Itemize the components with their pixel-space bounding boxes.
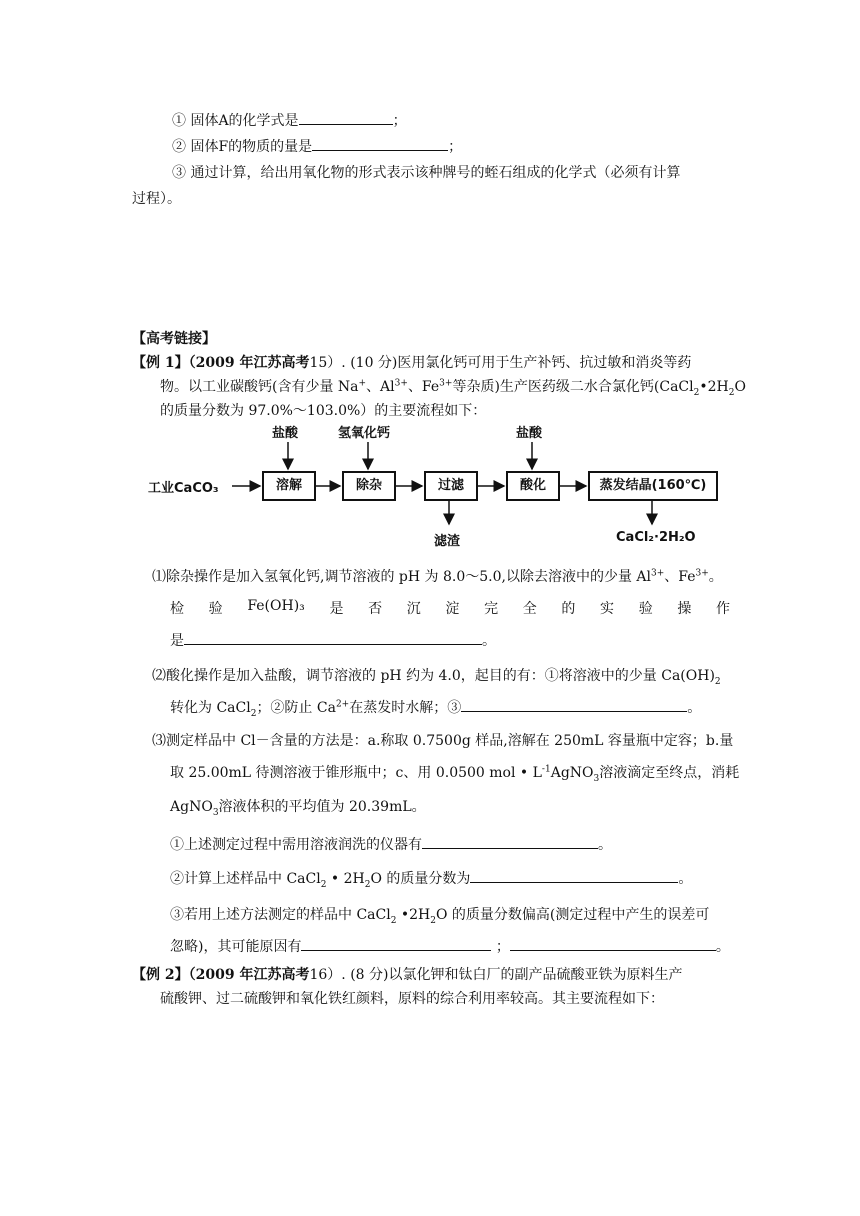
p1-word: 全 — [522, 601, 537, 617]
part-3-line-2 — [170, 762, 739, 784]
p1-word: 是 — [329, 601, 344, 617]
p3-i2-end: 。 — [678, 871, 693, 887]
p2-text-b: 转化为 CaCl — [170, 700, 251, 716]
example-1-tag: 【例 1】 — [132, 355, 189, 371]
part-3-line-1 — [152, 730, 733, 750]
p3-i2-sub-1: 2 — [320, 879, 327, 890]
part-1-line-2 — [170, 598, 730, 618]
p3-i1-text: ①上述测定过程中需用溶液润洗的仪器有 — [170, 837, 422, 853]
p2-text-a: ⑵酸化操作是加入盐酸，调节溶液的 pH 约为 4.0，起目的有：①将溶液中的少量 Ca(OH) — [152, 668, 715, 684]
q1-blank[interactable] — [299, 112, 393, 125]
p2-text-d: 在蒸发时水解；③ — [349, 700, 462, 716]
q1-text: ① 固体A的化学式是 — [172, 113, 299, 129]
example-1-intro: . (10 分)医用氯化钙可用于生产补钙、抗过敏和消炎等药 — [341, 355, 692, 371]
p3-i1-blank[interactable] — [422, 836, 598, 849]
ex1-text-e: •2H — [699, 379, 729, 395]
ex1-text-a: 物。以工业碳酸钙(含有少量 Na — [160, 379, 359, 395]
section-title: 【高考链接】 — [132, 331, 216, 347]
p1-word: 淀 — [445, 601, 460, 617]
p1-text-b: 、Fe — [664, 569, 696, 585]
example-2-line-2: 硫酸钾、过二硫酸钾和氧化铁红颜料，原料的综合利用率较高。其主要流程如下： — [160, 991, 664, 1007]
flow-step-remove-impurity: 除杂 — [342, 471, 396, 501]
part-3-line-3 — [170, 796, 426, 818]
p3-i3-sep: ； — [491, 939, 510, 955]
p3-i3-text-c: O 的质量分数偏高(测定过程中产生的误差可 — [436, 907, 710, 923]
p2-sup-ca: 2+ — [335, 699, 350, 710]
flow-step-filter: 过滤 — [424, 471, 478, 501]
ex1-text-c: 、Fe — [407, 379, 440, 395]
p1-text-c: 。 — [708, 569, 723, 585]
ex1-sub-cl: 2 — [693, 387, 700, 398]
flow-input-label: 工业CaCO₃ — [148, 481, 219, 496]
p1-word: 的 — [561, 601, 576, 617]
ex1-text-f: O — [734, 379, 746, 395]
process-flow-diagram — [148, 420, 718, 560]
example-2-source: （2009 年江苏高考 — [188, 967, 310, 983]
p2-sub: 2 — [714, 676, 721, 687]
flow-step-dissolve: 溶解 — [262, 471, 316, 501]
question-1 — [172, 110, 407, 130]
p3-minus: － — [255, 733, 270, 749]
example-1-source-num: 15） — [309, 355, 342, 371]
p3-i2-blank[interactable] — [470, 870, 678, 883]
example-1-line-2 — [160, 376, 746, 398]
ex1-sup-al: 3+ — [394, 378, 408, 389]
example-1-source: （2009 年江苏高考 — [188, 355, 310, 371]
part-2-line-1 — [152, 665, 721, 687]
ex1-sup-na: + — [358, 378, 367, 389]
part-3-item-3-line-1 — [170, 904, 709, 926]
p3-sub-2: 3 — [212, 807, 219, 818]
p1-text-a: ⑴除杂操作是加入氢氧化钙,调节溶液的 pH 为 8.0～5.0,以除去溶液中的少量 Al — [152, 569, 651, 585]
filter-residue-label: 滤渣 — [434, 534, 461, 549]
q2-punct: ； — [448, 139, 463, 155]
p1-word: 实 — [600, 601, 615, 617]
part-1-line-1 — [152, 566, 723, 586]
p2-sub-cl: 2 — [250, 708, 257, 719]
part-3-item-3-line-2 — [170, 936, 730, 956]
example-2-intro: . (8 分)以氯化钾和钛白厂的副产品硫酸亚铁为原料生产 — [341, 967, 683, 983]
p3-sub-1: 3 — [593, 773, 600, 784]
p3-text-a: ⑶测定样品中 Cl — [152, 733, 256, 749]
part-2-line-2 — [170, 697, 701, 719]
p1-text-d: 是 — [170, 633, 184, 649]
p3-i3-blank-2[interactable] — [510, 938, 716, 951]
p3-i2-text-b: • 2H — [326, 871, 365, 887]
part-1-line-3 — [170, 630, 496, 650]
p3-i3-sub-1: 2 — [390, 915, 397, 926]
q2-text: ② 固体F的物质的量是 — [172, 139, 313, 155]
p2-answer-blank[interactable] — [461, 699, 687, 712]
p3-text-c: 取 25.00mL 待测溶液于锥形瓶中；c、用 0.0500 mol • L — [170, 765, 542, 781]
p3-text-b: 含量的方法是：a.称取 0.7500g 样品,溶解在 250mL 容量瓶中定容；b.量 — [269, 733, 734, 749]
p1-word: 作 — [716, 601, 730, 617]
ex1-sub-h: 2 — [728, 387, 735, 398]
part-3-item-1 — [170, 834, 612, 854]
question-3-line-1: ③ 通过计算，给出用氧化物的形式表示该种牌号的蛭石组成的化学式（必须有计算 — [172, 165, 681, 181]
p3-i2-text-c: O 的质量分数为 — [370, 871, 471, 887]
p3-text-d: AgNO — [550, 765, 594, 781]
p3-i2-text-a: ②计算上述样品中 CaCl — [170, 871, 321, 887]
p1-word: 验 — [638, 601, 653, 617]
p3-text-f: AgNO — [170, 799, 213, 815]
ex1-text-b: 、Al — [366, 379, 395, 395]
p2-text-c: ；②防止 Ca — [256, 700, 336, 716]
p3-i3-text-a: ③若用上述方法测定的样品中 CaCl — [170, 907, 391, 923]
p2-text-e: 。 — [687, 700, 702, 716]
p3-i3-text-b: •2H — [396, 907, 431, 923]
ex1-text-d: 等杂质)生产医药级二水合氯化钙(CaCl — [452, 379, 694, 395]
p1-word: 操 — [677, 601, 692, 617]
p1-word: 否 — [368, 601, 383, 617]
example-2-source-num: 16） — [309, 967, 342, 983]
question-3-line-2: 过程）。 — [132, 191, 181, 207]
p1-text-e: 。 — [482, 633, 496, 649]
p3-i2-sub-2: 2 — [364, 879, 371, 890]
reagent-hcl-2: 盐酸 — [516, 426, 543, 441]
example-2-line-1 — [132, 964, 682, 984]
p3-i3-blank-1[interactable] — [301, 938, 491, 951]
question-2 — [172, 136, 462, 156]
p1-answer-blank[interactable] — [184, 632, 482, 645]
p3-i3-sub-2: 2 — [430, 915, 436, 926]
p1-word: 完 — [484, 601, 499, 617]
example-1-line-1 — [132, 352, 691, 372]
part-3-item-2 — [170, 868, 692, 890]
reagent-hcl-1: 盐酸 — [272, 426, 299, 441]
q2-blank[interactable] — [312, 138, 448, 151]
p3-i1-end: 。 — [598, 837, 612, 853]
p1-sup-al: 3+ — [651, 568, 665, 579]
example-1-line-3: 的质量分数为 97.0%～103.0%）的主要流程如下： — [160, 403, 487, 419]
p1-word: 沉 — [406, 601, 421, 617]
ex1-sup-fe: 3+ — [439, 378, 453, 389]
example-2-tag: 【例 2】 — [132, 967, 189, 983]
p1-word: 验 — [208, 601, 223, 617]
p1-word: Fe(OH)₃ — [247, 598, 305, 614]
reagent-caoh2: 氢氧化钙 — [338, 426, 391, 441]
p3-text-e: 溶液滴定至终点，消耗 — [599, 765, 740, 781]
p3-i3-text-d: 忽略)，其可能原因有 — [170, 939, 302, 955]
flow-step-acidify: 酸化 — [506, 471, 560, 501]
product-label: CaCl₂·2H₂O — [616, 530, 696, 545]
p3-text-g: 溶液体积的平均值为 20.39mL。 — [218, 799, 426, 815]
p1-sup-fe: 3+ — [695, 568, 709, 579]
flow-step-evaporate: 蒸发结晶(160℃) — [588, 471, 718, 501]
p3-sup: -1 — [541, 764, 551, 775]
q1-punct: ； — [392, 113, 407, 129]
p1-word: 检 — [170, 601, 184, 617]
p3-i3-end: 。 — [715, 939, 730, 955]
